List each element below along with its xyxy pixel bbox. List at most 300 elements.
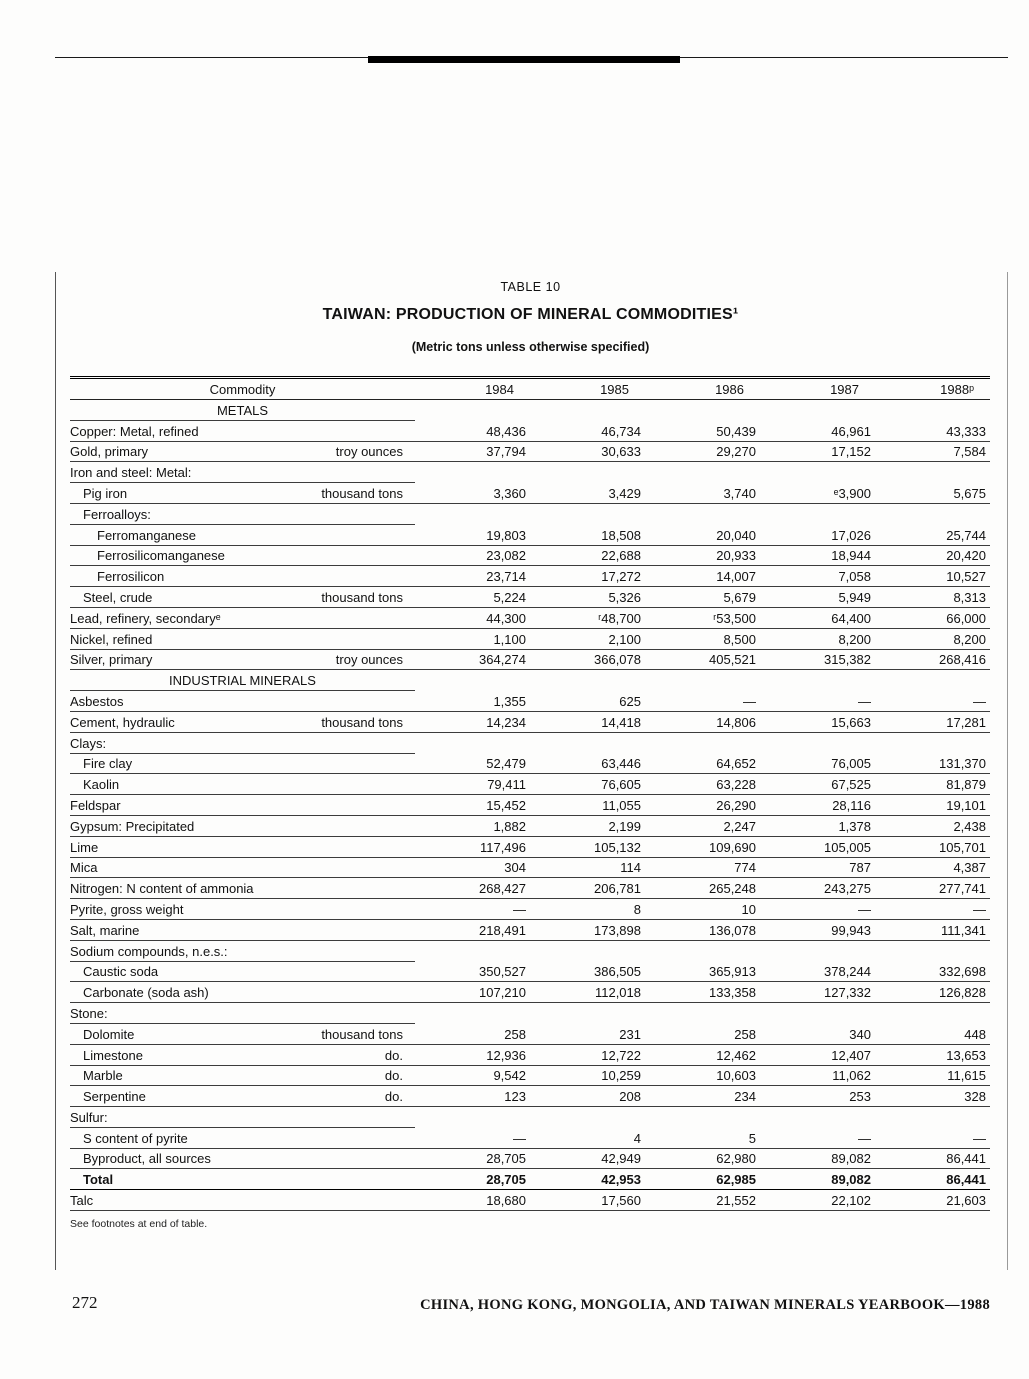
value-cell: 86,441 xyxy=(875,1149,990,1170)
commodity-cell xyxy=(70,1024,415,1045)
value-cell xyxy=(875,941,990,962)
commodity-cell xyxy=(70,587,415,608)
value-cell xyxy=(645,462,760,483)
value-cell: 8,313 xyxy=(875,587,990,608)
commodity-cell xyxy=(70,837,415,858)
table-row xyxy=(70,1024,990,1045)
value-cell: 22,688 xyxy=(530,546,645,567)
commodity-cell xyxy=(70,504,415,525)
commodity-label: Caustic soda xyxy=(83,964,159,980)
table-row xyxy=(70,1149,990,1170)
table-row xyxy=(70,546,990,567)
value-cell: 19,803 xyxy=(415,525,530,546)
commodity-cell xyxy=(70,1169,415,1190)
value-cell xyxy=(530,462,645,483)
table-row xyxy=(70,1066,990,1087)
unit-label: thousand tons xyxy=(321,1026,403,1042)
value-cell xyxy=(875,1003,990,1024)
commodity-label: Feldspar xyxy=(70,797,121,813)
value-cell: 64,400 xyxy=(760,608,875,629)
value-cell: 17,272 xyxy=(530,566,645,587)
value-cell: 76,605 xyxy=(530,774,645,795)
value-cell: 117,496 xyxy=(415,837,530,858)
value-cell: 11,055 xyxy=(530,795,645,816)
value-cell xyxy=(415,670,530,691)
value-cell: 114 xyxy=(530,858,645,879)
value-cell: 18,680 xyxy=(415,1190,530,1211)
commodity-label: Gypsum: Precipitated xyxy=(70,818,195,834)
value-cell: 28,705 xyxy=(415,1149,530,1170)
table-row xyxy=(70,462,990,483)
value-cell: 5 xyxy=(645,1128,760,1149)
commodity-label: Ferroalloys: xyxy=(83,506,151,522)
value-cell xyxy=(645,733,760,754)
value-cell xyxy=(760,504,875,525)
value-cell: — xyxy=(415,899,530,920)
commodity-cell xyxy=(70,982,415,1003)
value-cell: 253 xyxy=(760,1086,875,1107)
value-cell: 17,281 xyxy=(875,712,990,733)
value-cell: 19,101 xyxy=(875,795,990,816)
value-cell: 28,705 xyxy=(415,1169,530,1190)
unit-label: do. xyxy=(384,1089,403,1105)
value-cell: 378,244 xyxy=(760,962,875,983)
value-cell: 127,332 xyxy=(760,982,875,1003)
commodity-label: Silver, primary xyxy=(70,652,153,668)
value-cell: 50,439 xyxy=(645,421,760,442)
value-cell: 66,000 xyxy=(875,608,990,629)
value-cell: 28,116 xyxy=(760,795,875,816)
value-cell: 15,663 xyxy=(760,712,875,733)
table-row xyxy=(70,1045,990,1066)
commodity-cell xyxy=(70,1107,415,1128)
unit-label: do. xyxy=(384,1047,403,1063)
table-row xyxy=(70,795,990,816)
commodity-cell xyxy=(70,733,415,754)
commodity-cell xyxy=(70,1128,415,1149)
value-cell xyxy=(415,504,530,525)
value-cell: 48,436 xyxy=(415,421,530,442)
commodity-cell xyxy=(70,1086,415,1107)
value-cell: 99,943 xyxy=(760,920,875,941)
value-cell xyxy=(760,462,875,483)
commodity-cell xyxy=(70,816,415,837)
commodity-label: Sulfur: xyxy=(70,1109,108,1125)
commodity-cell xyxy=(70,650,415,671)
value-cell: 4 xyxy=(530,1128,645,1149)
commodity-cell xyxy=(70,421,415,442)
value-cell: 29,270 xyxy=(645,442,760,463)
commodity-cell xyxy=(70,400,415,421)
unit-label: troy ounces xyxy=(335,652,403,668)
commodity-label: Sodium compounds, n.e.s.: xyxy=(70,943,228,959)
value-cell: 18,944 xyxy=(760,546,875,567)
value-cell xyxy=(760,670,875,691)
commodity-cell xyxy=(70,1190,415,1211)
value-cell: 8 xyxy=(530,899,645,920)
commodity-label: Nickel, refined xyxy=(70,631,153,647)
commodity-cell xyxy=(70,670,415,691)
value-cell: 20,933 xyxy=(645,546,760,567)
commodity-label: Gold, primary xyxy=(70,444,149,460)
value-cell: 17,560 xyxy=(530,1190,645,1211)
commodity-cell xyxy=(70,608,415,629)
table-subtitle: (Metric tons unless otherwise specified) xyxy=(411,340,650,354)
value-cell: — xyxy=(760,691,875,712)
value-cell: 52,479 xyxy=(415,754,530,775)
value-cell: 136,078 xyxy=(645,920,760,941)
commodity-label: Copper: Metal, refined xyxy=(70,423,199,439)
table-row xyxy=(70,712,990,733)
value-cell: 43,333 xyxy=(875,421,990,442)
value-cell: 21,552 xyxy=(645,1190,760,1211)
value-cell: 62,980 xyxy=(645,1149,760,1170)
value-cell xyxy=(760,1003,875,1024)
commodity-cell xyxy=(70,774,415,795)
table-row xyxy=(70,774,990,795)
value-cell: 328 xyxy=(875,1086,990,1107)
table-row xyxy=(70,566,990,587)
value-cell: 2,199 xyxy=(530,816,645,837)
commodity-label: Cement, hydraulic xyxy=(70,714,175,730)
value-cell: ʳ53,500 xyxy=(645,608,760,629)
table-row xyxy=(70,608,990,629)
table-row xyxy=(70,816,990,837)
value-cell: 79,411 xyxy=(415,774,530,795)
value-cell: 86,441 xyxy=(875,1169,990,1190)
value-cell: 218,491 xyxy=(415,920,530,941)
value-cell xyxy=(875,1107,990,1128)
commodity-cell xyxy=(70,442,415,463)
value-cell: 1,882 xyxy=(415,816,530,837)
value-cell xyxy=(415,400,530,421)
commodities-table xyxy=(70,376,990,1211)
value-cell xyxy=(875,400,990,421)
value-cell: 12,407 xyxy=(760,1045,875,1066)
value-cell xyxy=(645,400,760,421)
value-cell: 63,446 xyxy=(530,754,645,775)
commodity-label: Lime xyxy=(70,839,99,855)
table-row xyxy=(70,878,990,899)
table-row xyxy=(70,982,990,1003)
table-row xyxy=(70,1003,990,1024)
commodity-label: INDUSTRIAL MINERALS xyxy=(169,673,316,689)
value-cell: ʳ48,700 xyxy=(530,608,645,629)
value-cell: — xyxy=(415,1128,530,1149)
value-cell xyxy=(415,941,530,962)
commodity-label: Iron and steel: Metal: xyxy=(70,465,192,481)
value-cell: 304 xyxy=(415,858,530,879)
value-cell: 21,603 xyxy=(875,1190,990,1211)
value-cell: 1,100 xyxy=(415,629,530,650)
commodity-label: Dolomite xyxy=(83,1026,135,1042)
commodity-cell xyxy=(70,795,415,816)
commodity-cell xyxy=(70,878,415,899)
value-cell: 13,653 xyxy=(875,1045,990,1066)
table-row xyxy=(70,754,990,775)
value-cell: 10 xyxy=(645,899,760,920)
value-cell: 206,781 xyxy=(530,878,645,899)
value-cell: 258 xyxy=(415,1024,530,1045)
value-cell: 9,542 xyxy=(415,1066,530,1087)
commodity-label: Marble xyxy=(83,1068,123,1084)
commodity-label: Limestone xyxy=(83,1047,143,1063)
top-rule xyxy=(55,57,1008,58)
value-cell: 405,521 xyxy=(645,650,760,671)
unit-label: thousand tons xyxy=(321,714,403,730)
value-cell: 46,961 xyxy=(760,421,875,442)
value-cell xyxy=(645,670,760,691)
value-cell: 63,228 xyxy=(645,774,760,795)
value-cell: 67,525 xyxy=(760,774,875,795)
value-cell: 11,615 xyxy=(875,1066,990,1087)
value-cell: 173,898 xyxy=(530,920,645,941)
value-cell: 14,418 xyxy=(530,712,645,733)
value-cell: 133,358 xyxy=(645,982,760,1003)
commodity-label: Nitrogen: N content of ammonia xyxy=(70,881,254,897)
value-cell xyxy=(645,504,760,525)
commodity-cell xyxy=(70,1066,415,1087)
table-row xyxy=(70,837,990,858)
value-cell: 332,698 xyxy=(875,962,990,983)
value-cell: 234 xyxy=(645,1086,760,1107)
value-cell: 4,387 xyxy=(875,858,990,879)
value-cell xyxy=(875,670,990,691)
value-cell xyxy=(530,1003,645,1024)
commodity-label: Fire clay xyxy=(83,756,133,772)
table-row xyxy=(70,691,990,712)
value-cell: 448 xyxy=(875,1024,990,1045)
value-cell: 258 xyxy=(645,1024,760,1045)
top-rule-thick-segment xyxy=(368,56,680,63)
value-cell: 231 xyxy=(530,1024,645,1045)
value-cell xyxy=(415,462,530,483)
commodity-cell xyxy=(70,546,415,567)
value-cell xyxy=(760,400,875,421)
value-cell: 89,082 xyxy=(760,1169,875,1190)
value-cell: 109,690 xyxy=(645,837,760,858)
running-head: CHINA, HONG KONG, MONGOLIA, AND TAIWAN MINERALS YEARBOOK—1988 xyxy=(420,1297,990,1313)
value-cell: 64,652 xyxy=(645,754,760,775)
commodity-label: Ferromanganese xyxy=(97,527,196,543)
value-cell xyxy=(530,504,645,525)
commodity-label: Total xyxy=(83,1172,114,1188)
value-cell xyxy=(645,1107,760,1128)
value-cell: — xyxy=(760,899,875,920)
value-cell: 10,259 xyxy=(530,1066,645,1087)
commodity-label: Asbestos xyxy=(70,693,124,709)
value-cell: 23,082 xyxy=(415,546,530,567)
table-row xyxy=(70,920,990,941)
commodity-cell xyxy=(70,1045,415,1066)
value-cell: 37,794 xyxy=(415,442,530,463)
value-cell: 105,132 xyxy=(530,837,645,858)
table-caption: TABLE 10 xyxy=(500,280,561,294)
value-cell: 10,603 xyxy=(645,1066,760,1087)
value-cell: 112,018 xyxy=(530,982,645,1003)
value-cell: 2,438 xyxy=(875,816,990,837)
table-row xyxy=(70,941,990,962)
value-cell: 20,040 xyxy=(645,525,760,546)
value-cell: 62,985 xyxy=(645,1169,760,1190)
table-row xyxy=(70,1169,990,1190)
commodity-cell xyxy=(70,899,415,920)
value-cell: 340 xyxy=(760,1024,875,1045)
unit-label: do. xyxy=(384,1068,403,1084)
value-cell: 3,429 xyxy=(530,483,645,504)
commodity-label: Ferrosilicon xyxy=(97,569,165,585)
value-cell: 105,005 xyxy=(760,837,875,858)
value-cell: — xyxy=(875,691,990,712)
value-cell: 17,026 xyxy=(760,525,875,546)
value-cell xyxy=(645,941,760,962)
value-cell: 315,382 xyxy=(760,650,875,671)
value-cell: 131,370 xyxy=(875,754,990,775)
value-cell: 208 xyxy=(530,1086,645,1107)
value-cell: 5,679 xyxy=(645,587,760,608)
table-container xyxy=(55,272,1008,1270)
column-header-year: 1985 xyxy=(530,379,645,400)
value-cell: 7,058 xyxy=(760,566,875,587)
value-cell: 265,248 xyxy=(645,878,760,899)
value-cell xyxy=(530,733,645,754)
commodity-cell xyxy=(70,483,415,504)
value-cell: 8,200 xyxy=(875,629,990,650)
value-cell xyxy=(760,733,875,754)
value-cell: 787 xyxy=(760,858,875,879)
table-row xyxy=(70,1107,990,1128)
value-cell xyxy=(530,400,645,421)
value-cell: 1,355 xyxy=(415,691,530,712)
table-row xyxy=(70,670,990,691)
value-cell: 107,210 xyxy=(415,982,530,1003)
value-cell: 5,949 xyxy=(760,587,875,608)
commodity-label: Lead, refinery, secondaryᵉ xyxy=(70,610,221,626)
value-cell xyxy=(760,941,875,962)
value-cell: 14,806 xyxy=(645,712,760,733)
value-cell: 15,452 xyxy=(415,795,530,816)
value-cell xyxy=(875,504,990,525)
value-cell: 105,701 xyxy=(875,837,990,858)
value-cell: 81,879 xyxy=(875,774,990,795)
page-number: 272 xyxy=(72,1293,98,1312)
table-row xyxy=(70,962,990,983)
table-footnote: See footnotes at end of table. xyxy=(70,1218,208,1231)
value-cell: 44,300 xyxy=(415,608,530,629)
value-cell xyxy=(415,1003,530,1024)
value-cell: 12,722 xyxy=(530,1045,645,1066)
value-cell: 26,290 xyxy=(645,795,760,816)
column-header-year: 1986 xyxy=(645,379,760,400)
table-header-row xyxy=(70,376,990,400)
value-cell: 30,633 xyxy=(530,442,645,463)
commodity-cell xyxy=(70,691,415,712)
table-row xyxy=(70,1190,990,1211)
value-cell xyxy=(530,670,645,691)
value-cell: 366,078 xyxy=(530,650,645,671)
commodity-label: Ferrosilicomanganese xyxy=(97,548,225,564)
value-cell: 7,584 xyxy=(875,442,990,463)
commodity-label: Talc xyxy=(70,1193,94,1209)
value-cell: 8,200 xyxy=(760,629,875,650)
commodity-cell xyxy=(70,525,415,546)
value-cell: 268,427 xyxy=(415,878,530,899)
value-cell: ᵉ3,900 xyxy=(760,483,875,504)
commodity-label: S content of pyrite xyxy=(83,1130,188,1146)
value-cell: 89,082 xyxy=(760,1149,875,1170)
column-header-year: 1987 xyxy=(760,379,875,400)
value-cell xyxy=(645,1003,760,1024)
value-cell: 3,740 xyxy=(645,483,760,504)
value-cell: 277,741 xyxy=(875,878,990,899)
table-title: TAIWAN: PRODUCTION OF MINERAL COMMODITIES¹ xyxy=(322,306,739,323)
value-cell: 10,527 xyxy=(875,566,990,587)
commodity-label: METALS xyxy=(216,402,269,418)
value-cell: 111,341 xyxy=(875,920,990,941)
value-cell: 268,416 xyxy=(875,650,990,671)
table-row xyxy=(70,1128,990,1149)
value-cell: 123 xyxy=(415,1086,530,1107)
value-cell: 42,949 xyxy=(530,1149,645,1170)
table-row xyxy=(70,525,990,546)
commodity-cell xyxy=(70,1149,415,1170)
commodity-label: Kaolin xyxy=(83,777,120,793)
commodity-label: Carbonate (soda ash) xyxy=(83,985,209,1001)
value-cell: — xyxy=(645,691,760,712)
value-cell xyxy=(415,1107,530,1128)
value-cell: 774 xyxy=(645,858,760,879)
commodity-label: Pig iron xyxy=(83,485,128,501)
value-cell xyxy=(530,941,645,962)
table-row xyxy=(70,587,990,608)
unit-label: thousand tons xyxy=(321,485,403,501)
value-cell: 17,152 xyxy=(760,442,875,463)
value-cell: 3,360 xyxy=(415,483,530,504)
commodity-cell xyxy=(70,962,415,983)
column-header-year: 1984 xyxy=(415,379,530,400)
value-cell: 5,224 xyxy=(415,587,530,608)
value-cell: — xyxy=(875,899,990,920)
value-cell: 5,675 xyxy=(875,483,990,504)
value-cell: 18,508 xyxy=(530,525,645,546)
value-cell: 365,913 xyxy=(645,962,760,983)
unit-label: thousand tons xyxy=(321,589,403,605)
commodity-cell xyxy=(70,858,415,879)
commodity-cell xyxy=(70,462,415,483)
commodity-label: Steel, crude xyxy=(83,589,153,605)
table-row xyxy=(70,899,990,920)
value-cell: 1,378 xyxy=(760,816,875,837)
commodity-cell xyxy=(70,920,415,941)
value-cell: 625 xyxy=(530,691,645,712)
value-cell: 386,505 xyxy=(530,962,645,983)
value-cell: 126,828 xyxy=(875,982,990,1003)
value-cell: 22,102 xyxy=(760,1190,875,1211)
commodity-label: Serpentine xyxy=(83,1089,146,1105)
value-cell: 12,462 xyxy=(645,1045,760,1066)
column-header-commodity: Commodity xyxy=(70,379,415,400)
value-cell: 364,274 xyxy=(415,650,530,671)
commodity-label: Salt, marine xyxy=(70,922,140,938)
value-cell: 25,744 xyxy=(875,525,990,546)
table-row xyxy=(70,650,990,671)
value-cell: 46,734 xyxy=(530,421,645,442)
commodity-label: Pyrite, gross weight xyxy=(70,901,184,917)
value-cell: 14,234 xyxy=(415,712,530,733)
unit-label: troy ounces xyxy=(335,444,403,460)
commodity-cell xyxy=(70,629,415,650)
commodity-label: Stone: xyxy=(70,1005,108,1021)
